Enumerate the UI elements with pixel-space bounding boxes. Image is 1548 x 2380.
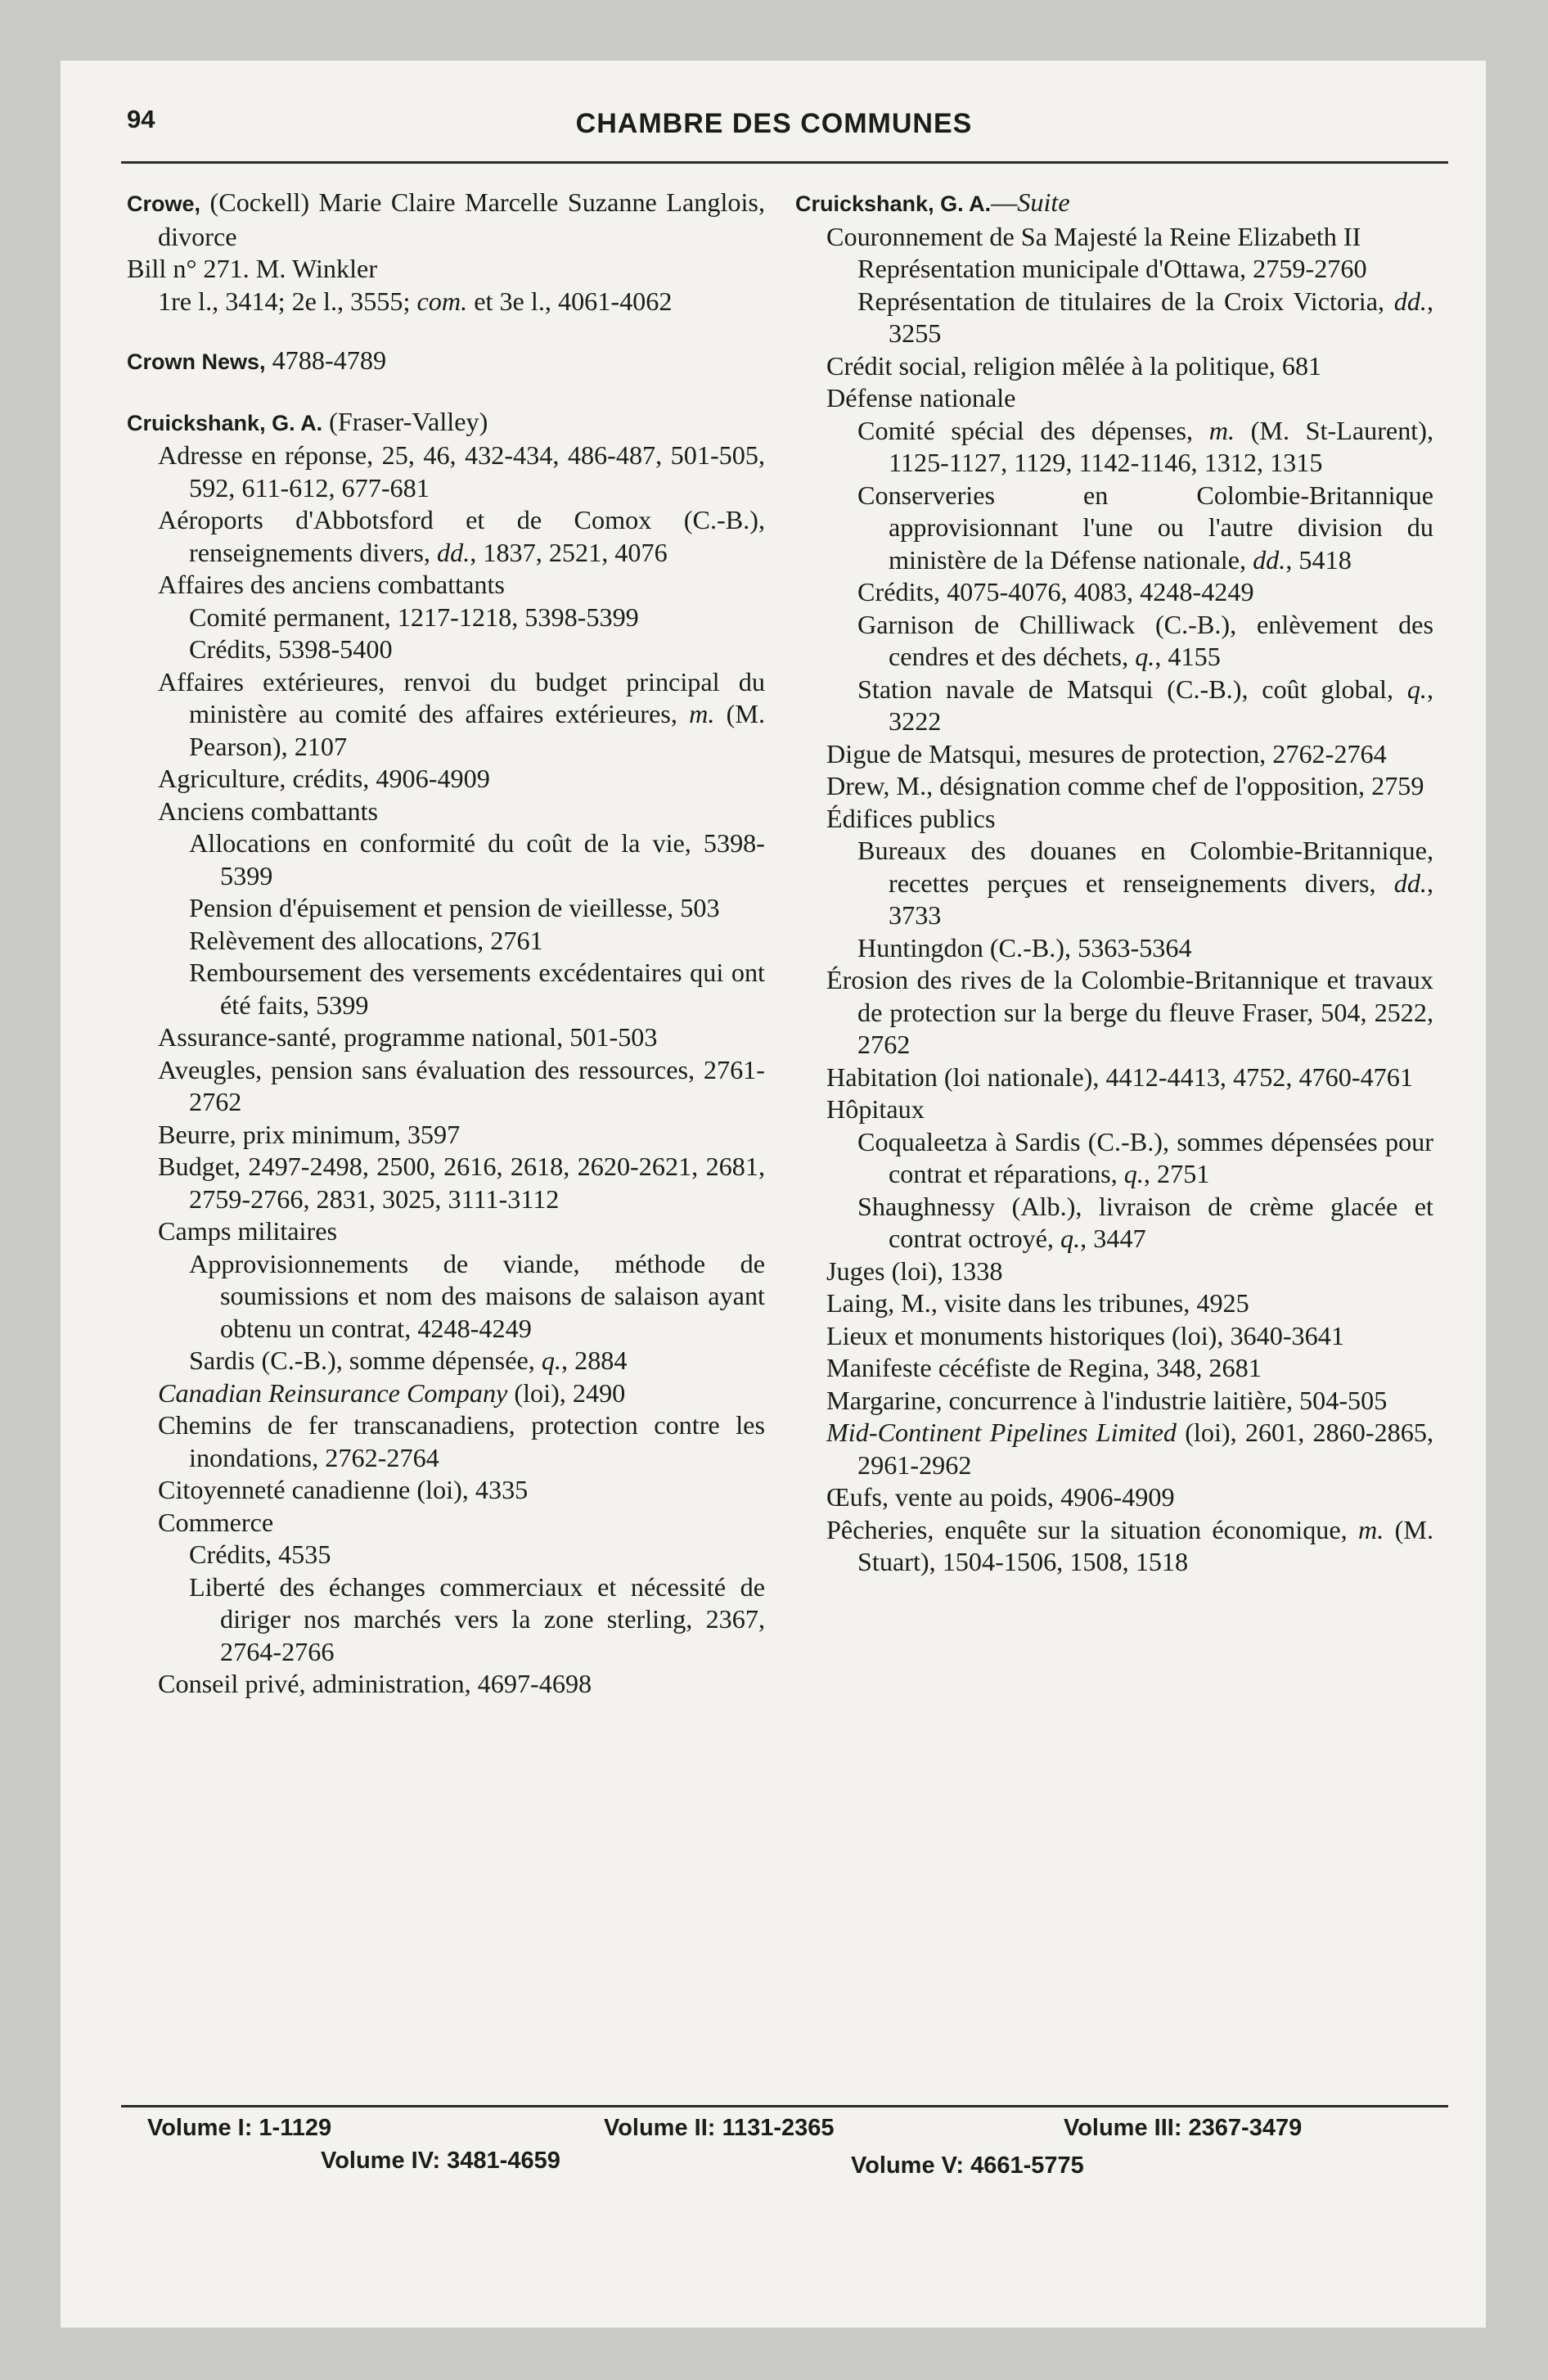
entry-text: (M. St-Laurent), 1125-1127, 1129, 1142-1146, 1312, 1315 (889, 415, 1434, 477)
entry-text: Liberté des échanges commerciaux et nécessité de diriger nos marchés vers la zone sterling, 2367, 2764-2766 (189, 1571, 765, 1666)
entry-text: Bureaux des douanes en Colombie-Britannique, recettes perçues et renseignements divers, (857, 836, 1433, 898)
entry-text: m. (689, 699, 715, 728)
entry-text: Drew, M., désignation comme chef de l'opposition, 2759 (826, 771, 1424, 800)
entry-text: q. (1060, 1224, 1081, 1253)
entry-text: Canadian Reinsurance Company (158, 1377, 508, 1408)
index-entry (127, 406, 765, 440)
index-entry (127, 763, 765, 796)
entry-text: et 3e l., 4061-4062 (467, 286, 673, 316)
entry-text: Habitation (loi nationale), 4412-4413, 4752, 4760-4761 (826, 1062, 1413, 1092)
entry-text: Aveugles, pension sans évaluation des ressources, 2761-2762 (158, 1054, 765, 1116)
entry-text: Laing, M., visite dans les tribunes, 4925 (826, 1288, 1249, 1318)
index-entry (795, 350, 1433, 383)
index-entry (127, 1054, 765, 1119)
index-entry (127, 1668, 765, 1701)
entry-text: , 2751 (1143, 1159, 1210, 1188)
footer-volume-3: Volume III: 2367-3479 (1064, 2115, 1303, 2141)
entry-text: Suite (1017, 187, 1070, 217)
entry-text: m. (1358, 1514, 1384, 1544)
entry-text: , 2884 (561, 1346, 628, 1375)
index-entry (795, 480, 1433, 577)
entry-text: Beurre, prix minimum, 3597 (158, 1119, 461, 1149)
index-entry (127, 1507, 765, 1539)
entry-heading: Cruickshank, G. A. (795, 192, 992, 216)
index-entry (795, 609, 1433, 674)
index-entry (127, 1248, 765, 1346)
entry-text: Coqualeetza à Sardis (C.-B.), sommes dépensées pour contrat et réparations, (857, 1126, 1433, 1188)
index-entry (795, 803, 1433, 836)
index-entry (795, 1320, 1433, 1353)
index-entry (795, 1255, 1433, 1288)
entry-text: dd. (1393, 868, 1427, 898)
entry-text: Citoyenneté canadienne (loi), 4335 (158, 1475, 529, 1504)
entry-text: Digue de Matsqui, mesures de protection, 2762-2764 (826, 738, 1387, 769)
entry-text: Agriculture, crédits, 4906-4909 (158, 764, 490, 793)
entry-text: (M. Pearson), 2107 (189, 699, 765, 761)
entry-text: Œufs, vente au poids, 4906-4909 (826, 1482, 1175, 1512)
entry-text: Garnison de Chilliwack (C.-B.), enlèvement des cendres et des déchets, (857, 609, 1433, 671)
entry-text: Conseil privé, administration, 4697-4698 (158, 1669, 592, 1698)
entry-text: 4788-4789 (265, 345, 387, 375)
index-entry (127, 602, 765, 634)
entry-text: Aéroports d'Abbotsford et de Comox (C.-B.), renseignements divers, (158, 505, 765, 567)
entry-text: , 3447 (1080, 1224, 1146, 1253)
entry-text: Crédit social, religion mêlée à la politique, 681 (826, 350, 1322, 381)
entry-text: m. (1208, 415, 1235, 445)
entry-text: (loi), 2490 (507, 1377, 626, 1408)
entry-text: Assurance-santé, programme national, 501-503 (158, 1022, 658, 1052)
index-entry (127, 504, 765, 569)
index-entry (795, 835, 1433, 932)
index-entry (795, 1093, 1433, 1126)
index-entry (127, 1539, 765, 1571)
entry-text: Bill n° 271. M. Winkler (127, 254, 378, 283)
entry-text: q. (1123, 1159, 1144, 1188)
index-entry (127, 1021, 765, 1054)
index-entry (795, 253, 1433, 286)
entry-text: , 3222 (889, 674, 1433, 736)
index-entry (127, 253, 765, 286)
entry-text: com. (416, 286, 468, 316)
footer-volume-1: Volume I: 1-1129 (147, 2115, 332, 2141)
index-entry (795, 415, 1433, 480)
entry-text: Commerce (158, 1507, 274, 1537)
entry-text: Allocations en conformité du coût de la vie, 5398-5399 (189, 828, 765, 890)
index-entry (127, 1409, 765, 1474)
index-entry (795, 1191, 1433, 1255)
index-entry (795, 1062, 1433, 1094)
index-entry (127, 439, 765, 504)
index-entry (127, 1474, 765, 1507)
entry-text: , 3733 (889, 868, 1433, 930)
index-entry (795, 674, 1433, 738)
entry-text: Affaires des anciens combattants (158, 570, 505, 599)
entry-text: Couronnement de Sa Majesté la Reine Elizabeth II (826, 221, 1361, 251)
index-entry (127, 666, 765, 764)
entry-text: q. (541, 1346, 562, 1375)
entry-text: Approvisionnements de viande, méthode de soumissions et nom des maisons de salaison ayant obtenu un contrat, 4248-4249 (189, 1248, 765, 1343)
index-entry (795, 1514, 1433, 1579)
entry-heading: Crowe, (127, 192, 201, 216)
index-entry (127, 796, 765, 828)
index-column-left (127, 187, 765, 1701)
entry-text: Érosion des rives de la Colombie-Britannique et travaux de protection sur la berge du fleuve Fraser, 504, 2522, 2762 (826, 965, 1433, 1059)
index-entry (795, 286, 1433, 350)
index-entry (795, 1481, 1433, 1514)
index-entry (127, 187, 765, 253)
index-entry (127, 1571, 765, 1669)
entry-text: Comité permanent, 1217-1218, 5398-5399 (189, 602, 639, 632)
index-entry (795, 932, 1433, 965)
footer-volume-2: Volume II: 1131-2365 (604, 2115, 835, 2141)
index-entry (795, 738, 1433, 771)
entry-text: Comité spécial des dépenses, (857, 415, 1209, 445)
entry-text: Pêcheries, enquête sur la situation économique, (826, 1514, 1359, 1544)
index-entry (795, 382, 1433, 415)
index-entry (795, 576, 1433, 609)
index-entry (127, 827, 765, 892)
index-entry (127, 1215, 765, 1248)
entry-text: Remboursement des versements excédentaires qui ont été faits, 5399 (189, 958, 765, 1020)
entry-text: , 1837, 2521, 4076 (470, 537, 668, 567)
index-entry (127, 892, 765, 925)
index-entry (127, 1377, 765, 1410)
entry-text: Hôpitaux (826, 1094, 925, 1124)
entry-text: (M. Stuart), 1504-1506, 1508, 1518 (857, 1514, 1433, 1576)
index-entry (127, 1345, 765, 1377)
index-entry (127, 925, 765, 958)
entry-text: dd. (1253, 544, 1286, 575)
index-entry (795, 187, 1433, 221)
entry-text: Crédits, 4535 (189, 1539, 331, 1569)
index-entry (127, 633, 765, 666)
entry-text: Pension d'épuisement et pension de vieillesse, 503 (189, 893, 720, 922)
header-rule (121, 161, 1448, 164)
index-entry (795, 1126, 1433, 1191)
entry-text: , 5418 (1285, 544, 1352, 575)
index-entry (127, 286, 765, 318)
entry-text: Crédits, 4075-4076, 4083, 4248-4249 (857, 577, 1254, 606)
index-entry (795, 1417, 1433, 1481)
entry-text: , 4155 (1154, 642, 1221, 671)
entry-text: — (991, 187, 1018, 217)
entry-text: Édifices publics (826, 803, 996, 833)
entry-text: Crédits, 5398-5400 (189, 634, 393, 664)
index-entry (127, 1151, 765, 1215)
index-entry (127, 957, 765, 1021)
entry-text: Chemins de fer transcanadiens, protection contre les inondations, 2762-2764 (158, 1410, 765, 1472)
index-entry (127, 345, 765, 379)
index-column-right (795, 187, 1433, 1579)
entry-text: Représentation municipale d'Ottawa, 2759-2760 (857, 254, 1367, 283)
footer-volume-4: Volume IV: 3481-4659 (321, 2148, 560, 2174)
entry-text: Budget, 2497-2498, 2500, 2616, 2618, 2620-2621, 2681, 2759-2766, 2831, 3025, 3111-3112 (158, 1152, 765, 1214)
entry-text: Lieux et monuments historiques (loi), 3640-3641 (826, 1320, 1344, 1350)
entry-text: Anciens combattants (158, 796, 379, 826)
entry-text: Mid-Continent Pipelines Limited (826, 1418, 1177, 1447)
index-entry (795, 1287, 1433, 1320)
entry-text: Affaires extérieures, renvoi du budget principal du ministère au comité des affaires extérieures, (158, 666, 765, 728)
entry-text: Huntingdon (C.-B.), 5363-5364 (857, 932, 1192, 962)
entry-text: Défense nationale (826, 383, 1016, 412)
running-title: CHAMBRE DES COMMUNES (575, 108, 973, 139)
entry-text: (Cockell) Marie Claire Marcelle Suzanne Langlois, divorce (158, 187, 765, 251)
entry-text: 1re l., 3414; 2e l., 3555; (158, 286, 417, 316)
entry-text: Margarine, concurrence à l'industrie laitière, 504-505 (826, 1385, 1388, 1415)
index-entry (795, 770, 1433, 803)
entry-text: Relèvement des allocations, 2761 (189, 925, 543, 955)
index-entry (127, 1119, 765, 1152)
index-entry (795, 1352, 1433, 1385)
entry-text: dd. (1393, 286, 1427, 316)
entry-heading: Crown News, (127, 349, 266, 374)
entry-text: Manifeste cécéfiste de Regina, 348, 2681 (826, 1353, 1262, 1382)
entry-text: (Fraser-Valley) (322, 406, 488, 436)
entry-text: Conserveries en Colombie-Britannique approvisionnant l'une ou l'autre division du ministère de la Défense nationale, (857, 480, 1433, 575)
entry-text: Shaughnessy (Alb.), livraison de crème glacée et contrat octroyé, (857, 1191, 1433, 1253)
footer-rule (121, 2105, 1448, 2107)
entry-text: Adresse en réponse, 25, 46, 432-434, 486-487, 501-505, 592, 611-612, 677-681 (158, 440, 765, 503)
entry-text: q. (1406, 674, 1427, 704)
index-entry (795, 964, 1433, 1062)
index-entry (795, 1385, 1433, 1418)
entry-text: Station navale de Matsqui (C.-B.), coût global, (857, 674, 1407, 704)
entry-text: Camps militaires (158, 1216, 338, 1246)
entry-text: dd. (437, 537, 470, 567)
entry-text: Représentation de titulaires de la Croix Victoria, (857, 286, 1394, 316)
entry-text: Juges (loi), 1338 (826, 1255, 1003, 1286)
page-number: 94 (127, 105, 155, 133)
entry-text: , 3255 (889, 286, 1433, 348)
index-entry (795, 221, 1433, 254)
entry-text: Sardis (C.-B.), somme dépensée, (189, 1346, 542, 1375)
entry-text: (loi), 2601, 2860-2865, 2961-2962 (857, 1418, 1433, 1480)
entry-text: q. (1135, 642, 1155, 671)
footer-volume-5: Volume V: 4661-5775 (851, 2152, 1084, 2179)
index-entry (127, 569, 765, 602)
entry-heading: Cruickshank, G. A. (127, 410, 323, 435)
